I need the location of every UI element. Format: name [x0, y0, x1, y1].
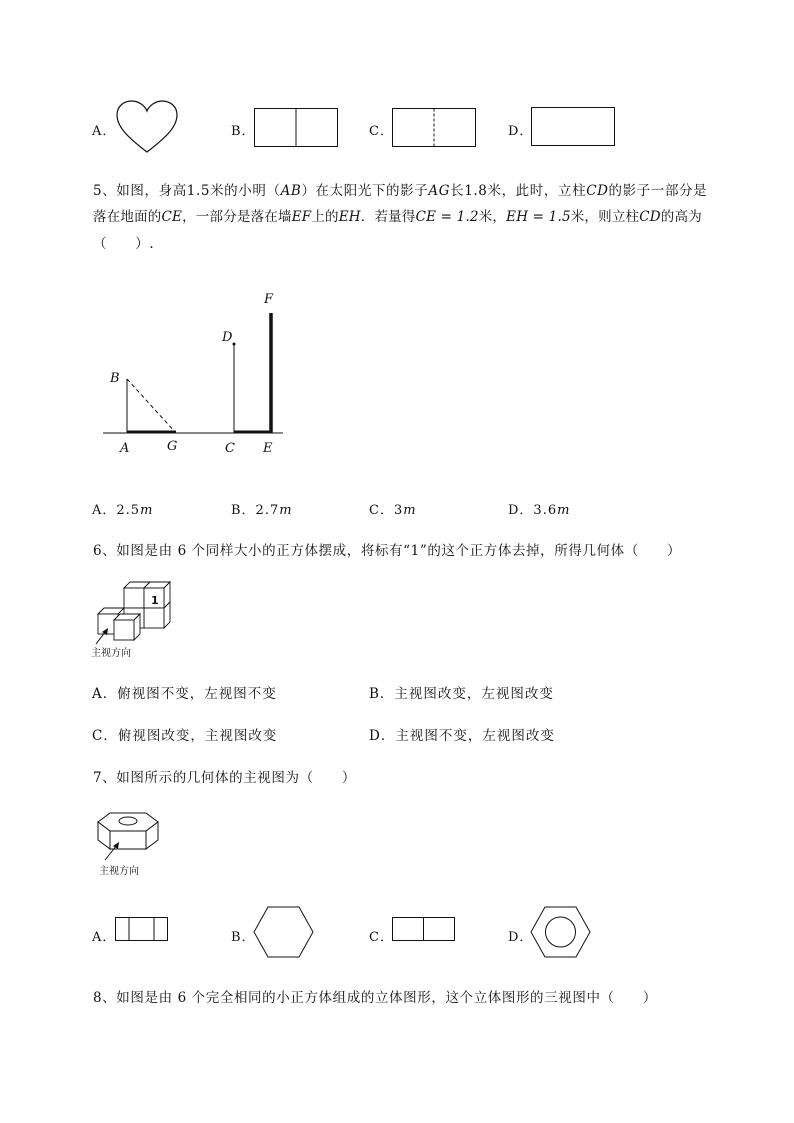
q5-text: ）在太阳光下的影子: [301, 183, 429, 199]
q5-number: 1.8: [464, 183, 488, 199]
q4-option-b-figure: [254, 108, 338, 148]
q5-math: CD: [586, 183, 609, 199]
q5-option-a[interactable]: [92, 499, 153, 518]
q7-caption: 主视方向: [99, 866, 139, 877]
q4-option-d-label[interactable]: D．: [508, 124, 534, 139]
q5-option-c-unit: m: [403, 503, 417, 518]
q5-text: 上的: [311, 209, 339, 225]
q5-text-line-1: [93, 179, 707, 199]
q5-text: 米，此时，立柱: [487, 183, 587, 199]
label-f: F: [264, 292, 274, 307]
q5-text: 的影子一部分是: [608, 183, 708, 199]
q6-text: 6、如图是由 6 个同样大小的正方体摆成，将标有“1”的这个正方体去掉，所得几何体（ ）: [93, 543, 682, 559]
q6-option-d[interactable]: D．主视图不变，左视图改变: [369, 728, 555, 744]
q7-figure: [96, 810, 164, 862]
point-d: [233, 343, 236, 346]
q5-text: 米，: [478, 209, 507, 225]
q5-option-b-unit: m: [279, 503, 293, 518]
q4-option-c-figure: [392, 108, 476, 148]
label-g: G: [167, 439, 178, 454]
q7-option-a-label[interactable]: A．: [92, 930, 117, 945]
q5-text: 米的小明（: [210, 183, 281, 199]
q7-option-a-figure: [115, 917, 169, 943]
label-a: A: [120, 441, 130, 456]
q5-math: EH = 1.5: [506, 209, 571, 225]
label-c: C: [225, 441, 235, 456]
q5-option-a-unit: m: [140, 503, 154, 518]
q4-option-d-figure: [531, 107, 615, 147]
q5-option-d-value: D．3.6: [508, 503, 558, 518]
q7-option-d-label[interactable]: D．: [508, 930, 534, 945]
q5-math: CE = 1.2: [415, 209, 479, 225]
q4-option-c-label[interactable]: C．: [369, 124, 394, 139]
q6-caption: 主视方向: [91, 648, 131, 659]
q7-text: 7、如图所示的几何体的主视图为（ ）: [93, 770, 356, 786]
label-b: B: [110, 371, 120, 386]
q5-option-d[interactable]: [508, 499, 570, 518]
q5-text: 长: [450, 183, 465, 199]
q5-text: 5、如图，身高: [93, 183, 187, 199]
sun-ray-bg: [127, 379, 176, 433]
q5-option-a-value: A．2.5: [92, 503, 141, 518]
q5-math: AB: [280, 183, 302, 199]
q5-option-d-unit: m: [557, 503, 571, 518]
q5-math: CE: [161, 209, 183, 225]
q5-math: AG: [428, 183, 451, 199]
label-e: E: [263, 441, 273, 456]
q5-number: 1.5: [186, 183, 211, 199]
q5-figure: [100, 288, 290, 458]
q7-option-b-label[interactable]: B．: [231, 930, 256, 945]
q4-option-b-label[interactable]: B．: [231, 124, 256, 139]
q5-option-c[interactable]: [369, 499, 417, 518]
q5-text-line-2: [93, 205, 702, 225]
q7-option-c-label[interactable]: C．: [369, 930, 394, 945]
q4-option-a-heart: [116, 100, 178, 154]
q6-option-c[interactable]: C．俯视图改变，主视图改变: [92, 728, 278, 744]
q8-text: 8、如图是由 6 个完全相同的小正方体组成的立体图形，这个立体图形的三视图中（ ）: [93, 990, 657, 1006]
q5-option-b[interactable]: [231, 499, 293, 518]
q7-option-d-figure: [530, 904, 592, 960]
q5-option-c-value: C．3: [369, 503, 404, 518]
q5-text: 的高为: [660, 209, 702, 225]
q7-option-c-figure: [392, 917, 456, 943]
q4-option-a-label[interactable]: A．: [92, 124, 117, 139]
q5-option-b-value: B．2.7: [231, 503, 280, 518]
q5-text: 落在地面的: [93, 209, 162, 225]
cube-label-1: 1: [151, 594, 159, 607]
label-d: D: [222, 330, 233, 345]
q6-option-a[interactable]: A．俯视图不变，左视图不变: [92, 686, 277, 702]
q5-text-line-3: （ ）.: [93, 236, 155, 252]
q5-math: EF: [291, 209, 312, 225]
q5-text: ，一部分是落在墙: [182, 209, 292, 225]
q5-text: ．若量得: [360, 209, 416, 225]
q5-math: CD: [639, 209, 661, 225]
q5-text: 米，则立柱: [570, 209, 640, 225]
q5-math: EH: [338, 209, 361, 225]
q6-option-b[interactable]: B．主视图改变，左视图改变: [369, 686, 554, 702]
q7-option-b-figure: [253, 904, 315, 960]
